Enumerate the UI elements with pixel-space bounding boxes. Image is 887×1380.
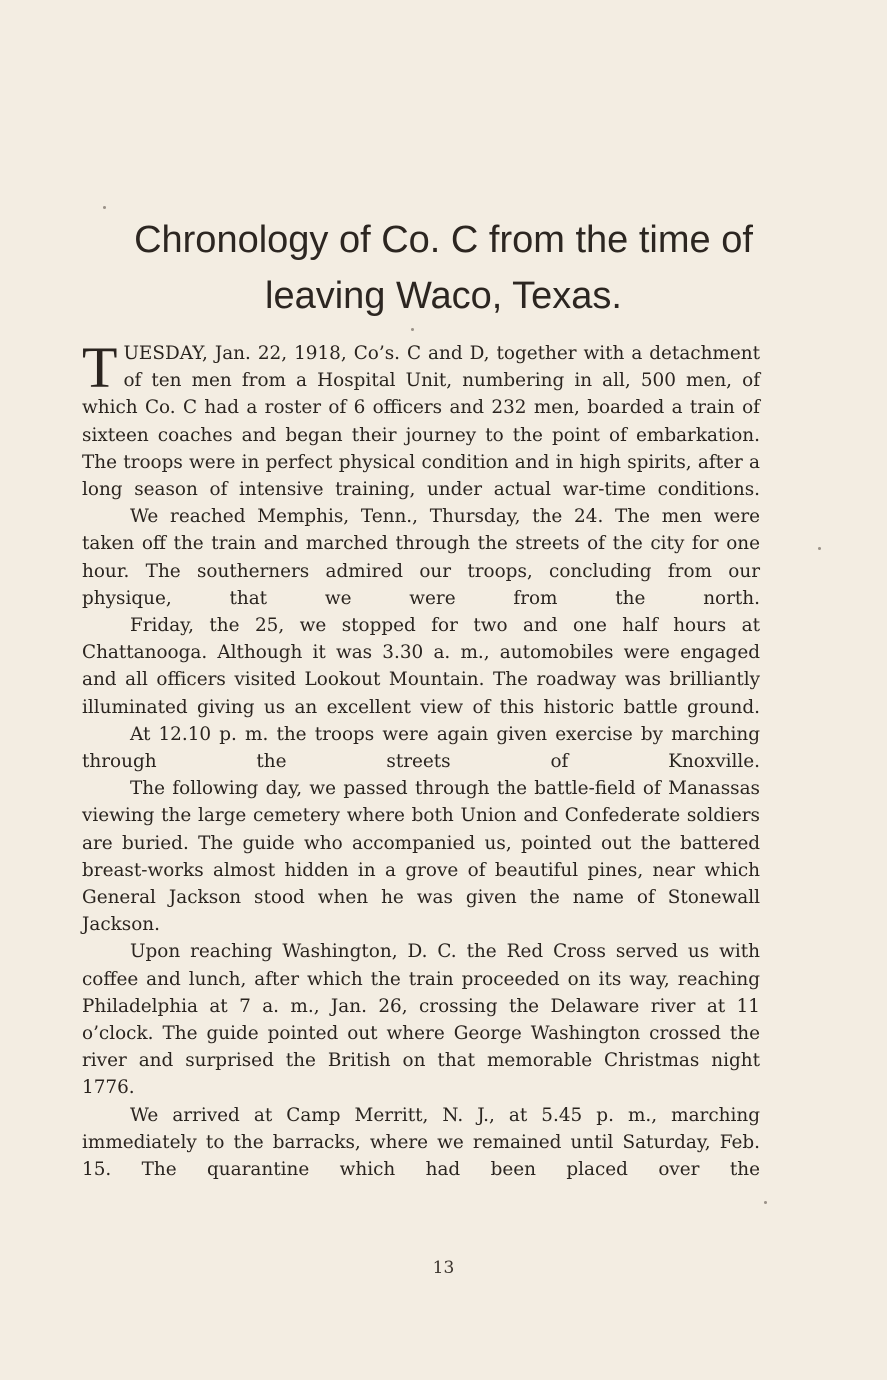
paragraph-3: Friday, the 25, we stopped for two and one half hours at Chattanooga. Although it was 3.30 a. m., automobiles were engaged and all officers visited Lookout Mountain. The roadway was brilliantly illuminated giving us an excellent view of this historic battle ground. [82,615,760,718]
drop-cap: T [82,335,118,400]
paragraph-1-text: UESDAY, Jan. 22, 1918, Co’s. C and D, together with a detachment of ten men from a Hospital Unit, numbering in all, 500 men, of which Co. C had a roster of 6 officers and 232 men, boarded a train of sixteen coaches and began their journey to the point of embarkation. The troops were in perfect physical condition and in high spirits, after a long season of intensive training, under actual war-time conditions. [82,343,760,501]
chapter-title-line-2: leaving Waco, Texas. [265,275,622,317]
paper-speck [103,206,106,209]
chapter-title [60,212,827,324]
paper-speck [764,1201,767,1204]
paragraph-6: Upon reaching Washington, D. C. the Red Cross served us with coffee and lunch, after which the train proceeded on its way, reaching Philadelphia at 7 a. m., Jan. 26, crossing the Delaware river at 11 o’clock. The guide pointed out where George Washington crossed the river and surprised the British on that memorable Christmas night 1776. [82,941,760,1099]
paper-speck [411,328,414,331]
paragraph-5: The following day, we passed through the battle-field of Manassas viewing the large cemetery where both Union and Confederate soldiers are buried. The guide who accompanied us, pointed out the battered breast-works almost hidden in a grove of beautiful pines, near which General Jackson stood when he was given the name of Stonewall Jackson. [82,778,760,936]
paragraph-7: We arrived at Camp Merritt, N. J., at 5.45 p. m., marching immediately to the barracks, where we remained until Saturday, Feb. 15. The quarantine which had been placed over the [82,1104,760,1181]
body-text [82,335,760,1183]
chapter-title-line-1: Chronology of Co. C from the time of [134,219,753,261]
page-number: 13 [432,1258,455,1278]
paragraph-2: We reached Memphis, Tenn., Thursday, the 24. The men were taken off the train and marched through the streets of the city for one hour. The southerners admired our troops, concluding from our physique, that we were from the north. [82,506,760,609]
paper-speck [818,547,821,550]
paragraph-4: At 12.10 p. m. the troops were again given exercise by marching through the streets of Knoxville. [82,723,760,773]
paragraph-1 [82,335,760,503]
